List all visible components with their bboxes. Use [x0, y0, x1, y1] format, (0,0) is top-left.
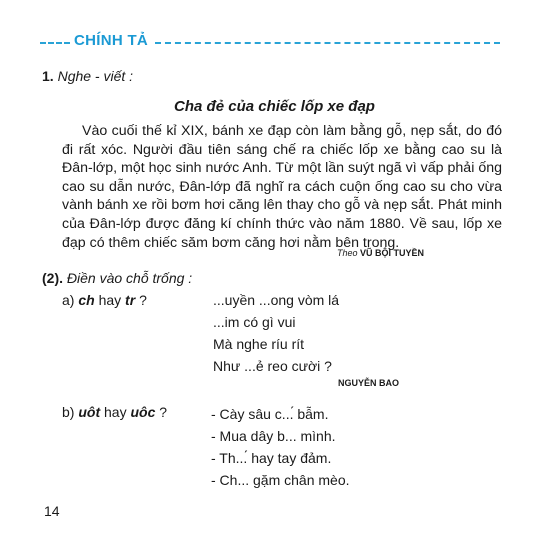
header-rule-right — [155, 42, 500, 44]
poem-author: NGUYỄN BAO — [338, 378, 400, 388]
part-a-prefix: a) — [62, 292, 75, 308]
exercise-2-label: Điền vào chỗ trống : — [66, 270, 193, 286]
part-a-suffix: ? — [139, 292, 147, 308]
part-b-joiner: hay — [104, 404, 127, 420]
part-a-option-1: ch — [78, 292, 95, 308]
story-title: Cha đẻ của chiếc lốp xe đạp — [174, 98, 375, 115]
part-a-prompt — [62, 292, 147, 308]
proverb-line: - Mua dây b... mình. — [211, 428, 336, 444]
poem-line: ...uyền ...ong vòm lá — [213, 292, 340, 308]
proverb-line: - Ch... gặm chân mèo. — [211, 472, 350, 488]
part-b-prefix: b) — [62, 404, 75, 420]
header-rule-left — [40, 42, 70, 44]
exercise-2-number: (2). — [42, 270, 63, 286]
credit-author: VŨ BỘI TUYỀN — [360, 248, 425, 258]
exercise-2-heading — [42, 270, 192, 286]
exercise-1-label: Nghe - viết : — [57, 68, 134, 84]
poem-line: Mà nghe ríu rít — [213, 336, 305, 352]
part-b-option-1: uôt — [78, 404, 101, 420]
poem-line: ...im có gì vui — [213, 314, 296, 330]
proverb-line: - Cày sâu c...́ bẫm. — [211, 406, 329, 422]
story-credit — [337, 248, 424, 258]
exercise-1-heading — [42, 68, 133, 84]
proverb-line: - Th...́ hay tay đảm. — [211, 450, 332, 466]
part-b-suffix: ? — [159, 404, 168, 420]
part-a-joiner: hay — [98, 292, 122, 308]
story-body — [62, 122, 502, 252]
page-number: 14 — [44, 503, 60, 519]
part-a-option-2: tr — [125, 292, 136, 308]
exercise-1-number: 1. — [42, 68, 54, 84]
part-b-prompt — [62, 404, 167, 420]
section-heading: CHÍNH TẢ — [74, 32, 149, 49]
part-b-option-2: uôc — [130, 404, 156, 420]
story-paragraph: Vào cuối thế kỉ XIX, bánh xe đạp còn làm bằng gỗ, nẹp sắt, do đó đi rất xóc. Người đầu tiên sáng chế ra chiếc lốp xe bằng cao su là Đân-lớp, một học sinh nước Anh. Từ một lần suýt ngã vì vấp phải ống cao su dẫn nước, Đân-lớp đã nghĩ ra cách cuộn ống cao su cho vừa vành bánh xe rồi bơm hơi căng lên thay cho gỗ và nẹp sắt. Phát minh của Đân-lớp được đăng kí chính thức vào năm 1880. Về sau, lốp xe đạp có thêm chiếc săm bơm căng hơi nằm bên trong. — [62, 123, 502, 251]
credit-prefix: Theo — [337, 248, 358, 258]
poem-line: Như ...ẻ reo cười ? — [213, 358, 332, 374]
